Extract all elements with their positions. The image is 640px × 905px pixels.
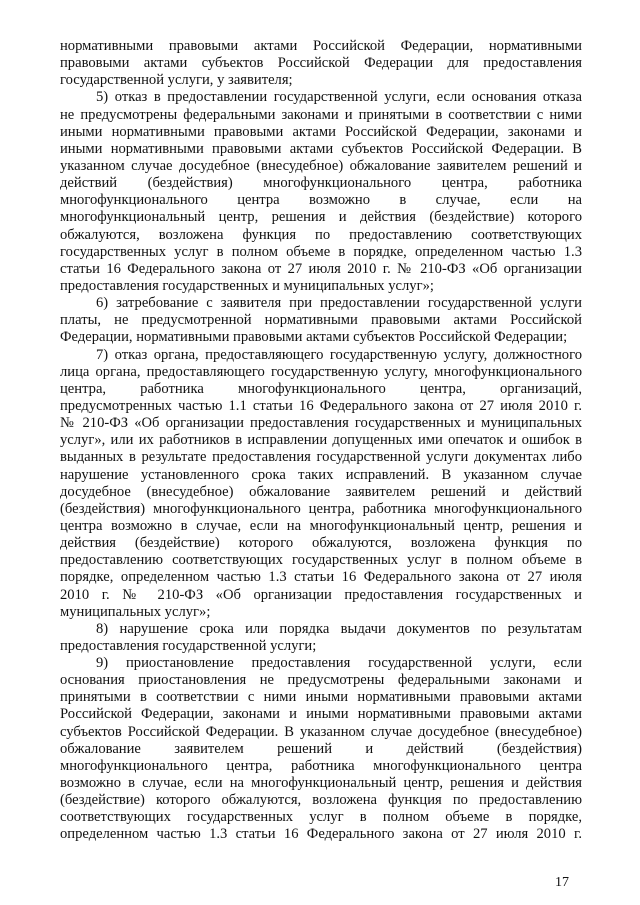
text-line: обжалуются, возложена функция по предоставлению соответствующих bbox=[60, 226, 582, 243]
text-line: порядке, определенном частью 1.3 статьи 16 Федерального закона от 27 июля bbox=[60, 569, 582, 586]
text-line: возможно в случае, если на многофункциональный центр, решения и действия bbox=[60, 775, 582, 792]
text-line: муниципальных услуг»; bbox=[60, 603, 211, 620]
text-line: Федерации, нормативными правовыми актами субъектов Российской Федерации; bbox=[60, 329, 568, 346]
text-line: многофункционального центра, работника многофункционального центра bbox=[60, 757, 582, 774]
text-line: государственных услуг в полном объеме в порядке, определенном частью 1.3 bbox=[60, 243, 582, 260]
text-line: основания приостановления не предусмотрены федеральными законами и bbox=[60, 672, 582, 689]
text-line: 9) приостановление предоставления государственной услуги, если bbox=[96, 655, 582, 672]
text-line: предоставлению соответствующих государственных услуг в полном объеме в bbox=[60, 552, 582, 569]
text-line: многофункциональный центр, решения и действия (бездействие) которого bbox=[60, 209, 582, 226]
text-line: субъектов Российской Федерации. В указанном случае досудебное (внесудебное) bbox=[60, 723, 582, 740]
text-line: 2010 г. № 210-ФЗ «Об организации предоставления государственных и bbox=[60, 586, 582, 603]
text-line: центра возможно в случае, если на многофункциональный центр, решения и bbox=[60, 517, 582, 534]
text-line: принятыми в соответствии с ними иными нормативными правовыми актами bbox=[60, 689, 582, 706]
text-line: 5) отказ в предоставлении государственной услуги, если основания отказа bbox=[96, 89, 582, 106]
page-number: 17 bbox=[555, 875, 569, 890]
text-line: нарушение установленного срока таких исправлений. В указанном случае bbox=[60, 466, 582, 483]
text-line: указанном случае досудебное (внесудебное) обжалование заявителем решений и bbox=[60, 157, 582, 174]
text-line: услуг», или их работников в исправлении допущенных ими опечаток и ошибок в bbox=[60, 432, 582, 449]
text-line: действий (бездействия) многофункционального центра, работника bbox=[60, 175, 582, 192]
text-line: 7) отказ органа, предоставляющего государственную услугу, должностного bbox=[96, 346, 582, 363]
text-line: Российской Федерации, законами и иными нормативными правовыми актами bbox=[60, 706, 582, 723]
text-line: многофункционального центра возможно в случае, если на bbox=[60, 192, 582, 209]
text-line: выданных в результате предоставления государственной услуги документах либо bbox=[60, 449, 582, 466]
text-line: обжалование заявителем решений и действий (бездействия) bbox=[60, 740, 582, 757]
text-line: предоставления государственных и муниципальных услуг»; bbox=[60, 277, 434, 294]
text-line: иными нормативными правовыми актами Российской Федерации, законами и bbox=[60, 123, 582, 140]
text-line: лица органа, предоставляющего государственную услугу, многофункционального bbox=[60, 363, 582, 380]
text-line: действия (бездействие) которого обжалуются, возложена функция по bbox=[60, 535, 582, 552]
text-line: досудебное (внесудебное) обжалование заявителем решений и действий bbox=[60, 483, 582, 500]
document-body bbox=[60, 38, 582, 844]
text-line: предусмотренных частью 1.1 статьи 16 Федерального закона от 27 июля 2010 г. bbox=[60, 397, 582, 414]
text-line: государственной услуги, у заявителя; bbox=[60, 72, 293, 89]
text-line: статьи 16 Федерального закона от 27 июля 2010 г. № 210-ФЗ «Об организации bbox=[60, 260, 582, 277]
text-line: предоставления государственной услуги; bbox=[60, 637, 317, 654]
text-line: (бездействия) многофункционального центра, работника многофункционального bbox=[60, 500, 582, 517]
text-line: № 210-ФЗ «Об организации предоставления государственных и муниципальных bbox=[60, 415, 582, 432]
text-line: правовыми актами субъектов Российской Федерации для предоставления bbox=[60, 55, 582, 72]
text-line: определенном частью 1.3 статьи 16 Федерального закона от 27 июля 2010 г. bbox=[60, 826, 582, 843]
text-line: нормативными правовыми актами Российской Федерации, нормативными bbox=[60, 38, 582, 54]
text-line: центра, работника многофункционального центра, организаций, bbox=[60, 380, 582, 397]
text-line: 8) нарушение срока или порядка выдачи документов по результатам bbox=[96, 620, 582, 637]
text-line: платы, не предусмотренной нормативными правовыми актами Российской bbox=[60, 312, 582, 329]
text-line: 6) затребование с заявителя при предоставлении государственной услуги bbox=[96, 295, 582, 312]
text-line: соответствующих государственных услуг в полном объеме в порядке, bbox=[60, 809, 582, 826]
text-line: (бездействие) которого обжалуются, возложена функция по предоставлению bbox=[60, 792, 582, 809]
text-line: не предусмотрены федеральными законами и принятыми в соответствии с ними bbox=[60, 106, 582, 123]
text-line: иными нормативными правовыми актами субъектов Российской Федерации. В bbox=[60, 140, 582, 157]
